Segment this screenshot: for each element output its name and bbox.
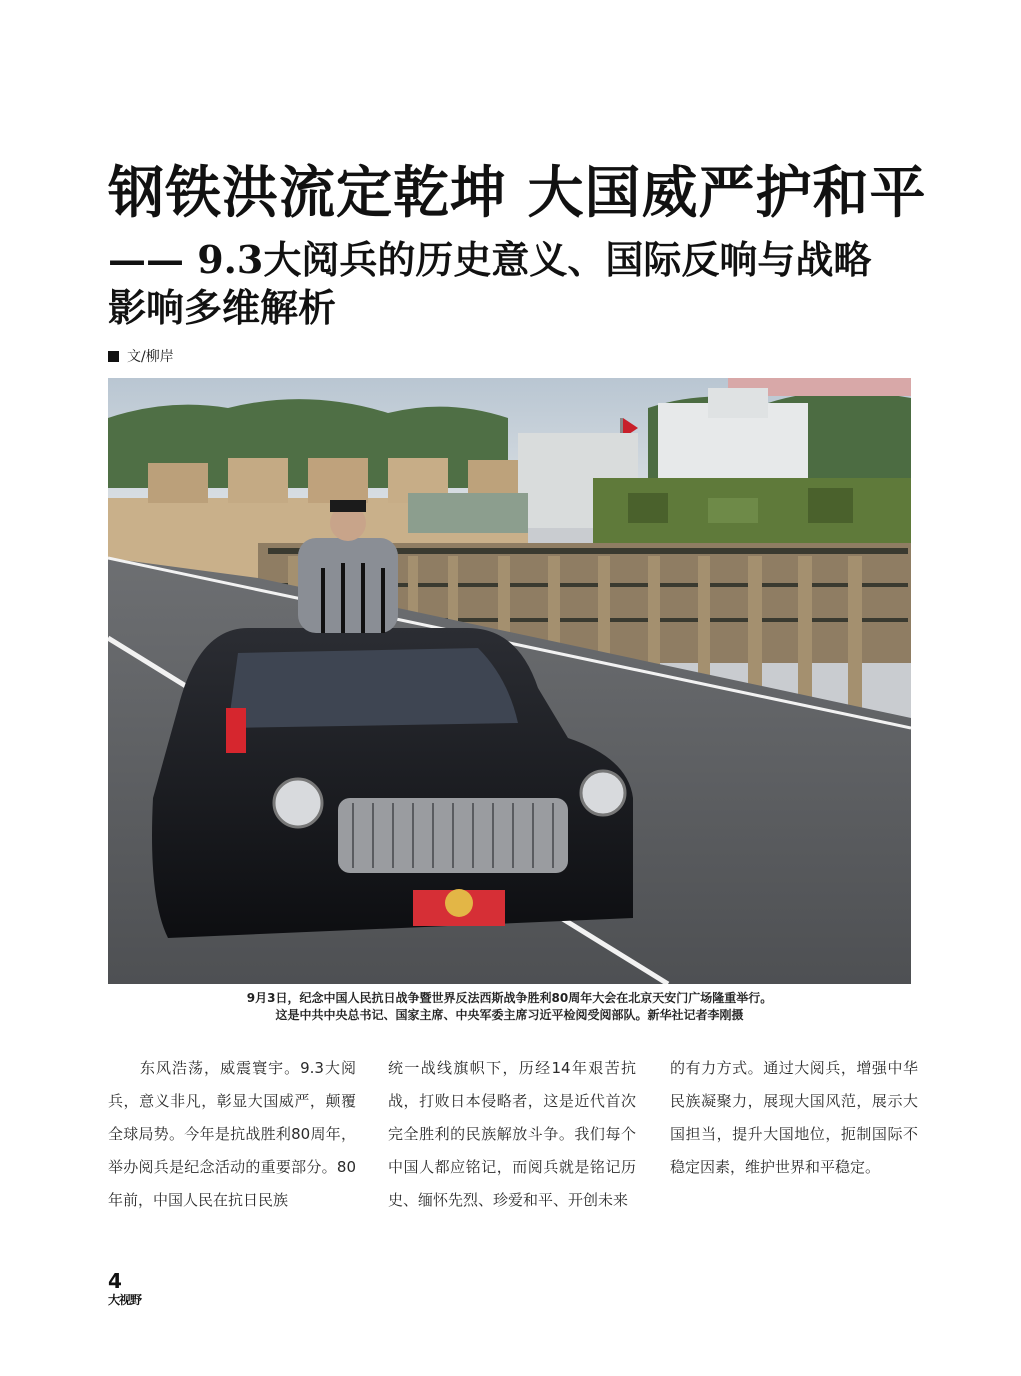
body-column-3: 的有力方式。通过大阅兵，增强中华民族凝聚力，展现大国风范，展示大国担当，提升大国地位，扼制国际不稳定因素，维护世界和平稳定。 [670, 1059, 918, 1176]
byline-square-icon [108, 351, 119, 362]
body-column-2: 统一战线旗帜下，历经14年艰苦抗战，打败日本侵略者，这是近代首次完全胜利的民族解放斗争。我们每个中国人都应铭记，而阅兵就是铭记历史、缅怀先烈、珍爱和平、开创未来 [388, 1059, 636, 1209]
photo-caption [108, 990, 911, 1024]
photo-caption-line-2: 这是中共中央总书记、国家主席、中央军委主席习近平检阅受阅部队。新华社记者李刚摄 [275, 1008, 744, 1022]
parade-photo-illustration [108, 378, 911, 984]
parade-photo [108, 378, 911, 984]
byline [108, 346, 174, 366]
byline-text: 文/柳岸 [127, 349, 174, 365]
magazine-logo: 大视野 [108, 1293, 142, 1307]
article-subtitle: —— 9.3大阅兵的历史意义、国际反响与战略影响多维解析 [108, 237, 872, 330]
photo-caption-line-1: 9月3日，纪念中国人民抗日战争暨世界反法西斯战争胜利80周年大会在北京天安门广场隆重举行。 [246, 991, 773, 1005]
article-title: 钢铁洪流定乾坤 大国威严护和平 [108, 160, 927, 226]
body-column-1: 东风浩荡，威震寰宇。9.3大阅兵，意义非凡，彰显大国威严，颠覆全球局势。今年是抗战胜利80周年，举办阅兵是纪念活动的重要部分。80年前，中国人民在抗日民族 [108, 1059, 356, 1209]
page-number: 4 [108, 1269, 122, 1293]
